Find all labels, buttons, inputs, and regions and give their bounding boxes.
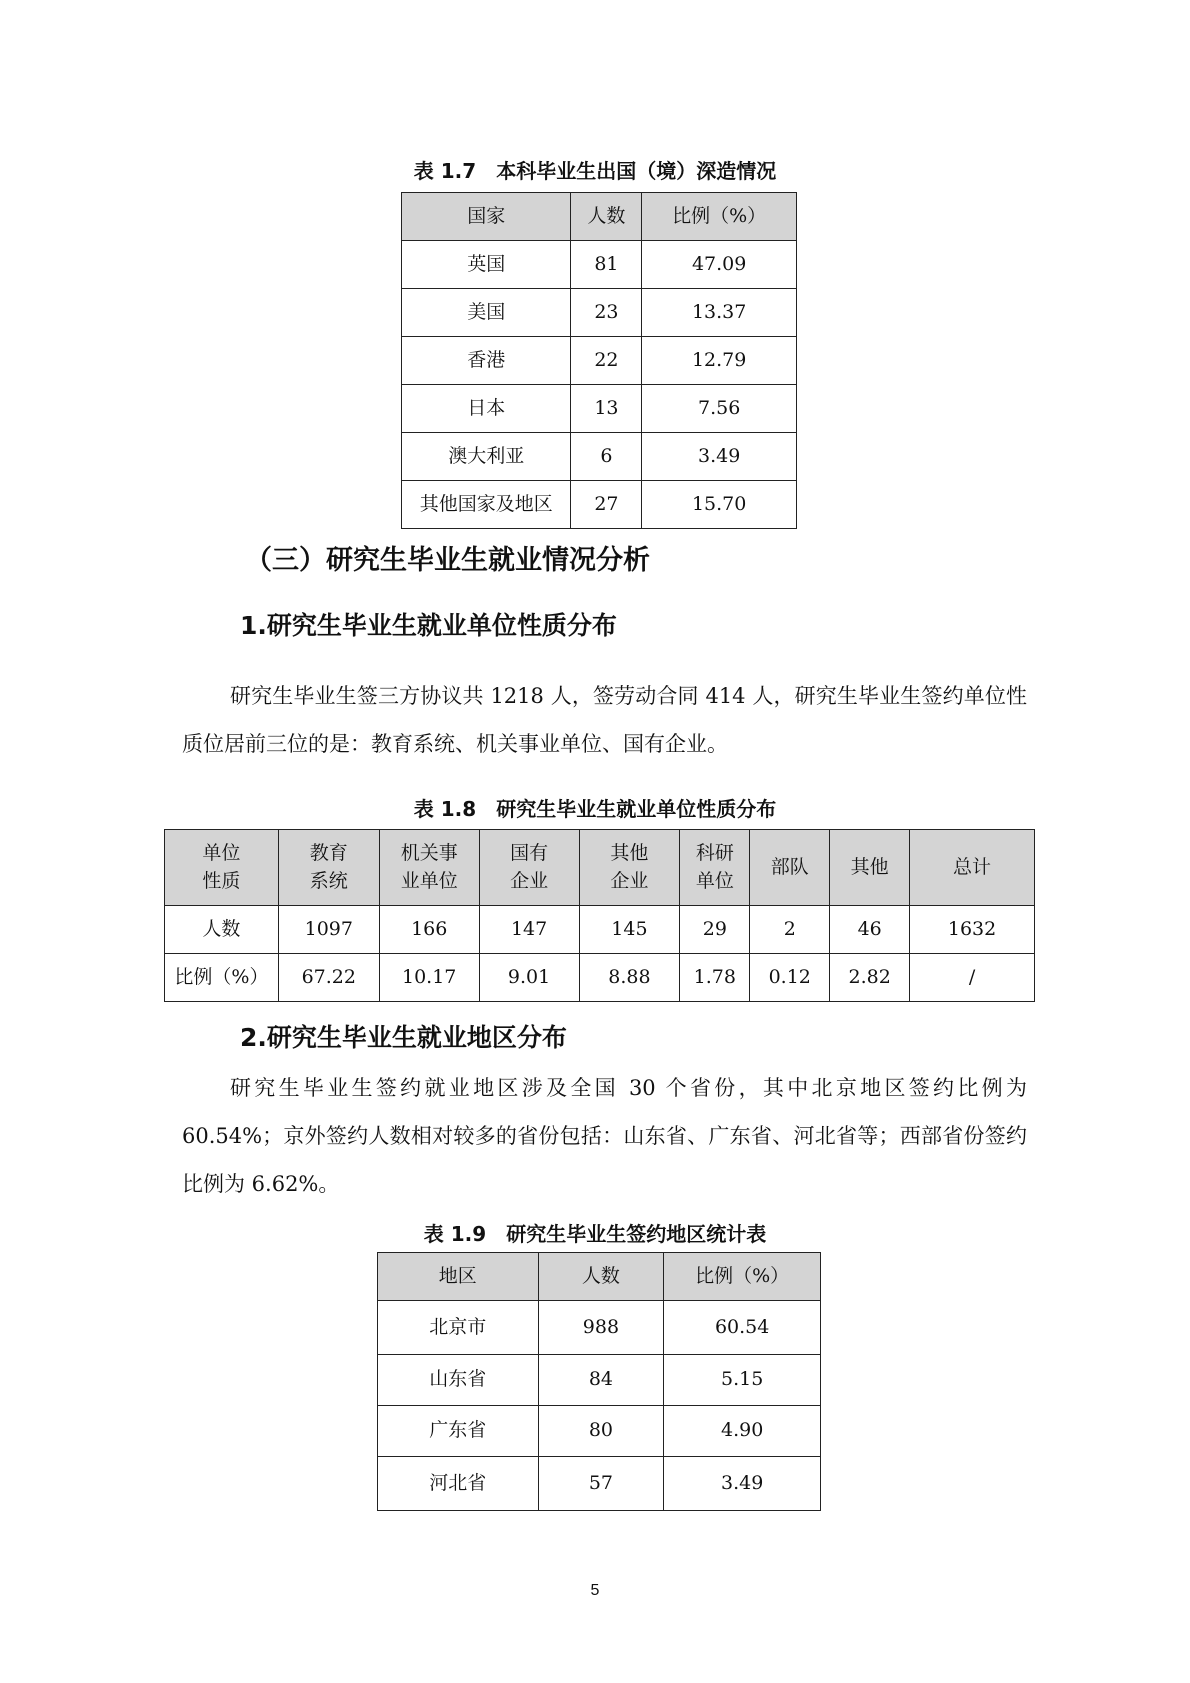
table-cell: 84 bbox=[538, 1355, 664, 1406]
table-cell: 12.79 bbox=[642, 337, 797, 385]
table-cell: 145 bbox=[579, 906, 680, 954]
table-cell: 147 bbox=[479, 906, 579, 954]
table-cell: 1632 bbox=[910, 906, 1035, 954]
table-cell: 1.78 bbox=[680, 954, 750, 1002]
header-cell: 国家 bbox=[402, 193, 571, 241]
header-cell: 部队 bbox=[750, 830, 830, 906]
header-line: 机关事 bbox=[400, 841, 458, 864]
table-cell: 2.82 bbox=[830, 954, 910, 1002]
table-1-9 bbox=[377, 1252, 821, 1511]
table-row bbox=[402, 481, 797, 529]
header-line: 企业 bbox=[610, 869, 649, 892]
table-cell: 美国 bbox=[402, 289, 571, 337]
table-cell: 9.01 bbox=[479, 954, 579, 1002]
table-cell: 46 bbox=[830, 906, 910, 954]
header-line: 单位 bbox=[695, 869, 734, 892]
table-cell: 广东省 bbox=[378, 1406, 539, 1457]
table-cell: 13 bbox=[571, 385, 642, 433]
table-row bbox=[165, 954, 1035, 1002]
table-cell: 5.15 bbox=[664, 1355, 821, 1406]
table-1-9-caption: 表 1.9 研究生毕业生签约地区统计表 bbox=[423, 1222, 767, 1246]
header-cell: 总计 bbox=[910, 830, 1035, 906]
header-cell bbox=[479, 830, 579, 906]
table-cell: 1097 bbox=[278, 906, 379, 954]
header-cell: 其他 bbox=[830, 830, 910, 906]
header-cell bbox=[579, 830, 680, 906]
table-cell: 988 bbox=[538, 1301, 664, 1355]
header-line: 国有 bbox=[510, 841, 549, 864]
header-cell bbox=[278, 830, 379, 906]
table-row bbox=[378, 1406, 821, 1457]
table-cell: 13.37 bbox=[642, 289, 797, 337]
table-cell: 60.54 bbox=[664, 1301, 821, 1355]
table-header-row bbox=[378, 1253, 821, 1301]
table-cell: 67.22 bbox=[278, 954, 379, 1002]
table-cell: 比例（%） bbox=[165, 954, 279, 1002]
table-cell: 29 bbox=[680, 906, 750, 954]
table-row bbox=[165, 906, 1035, 954]
header-cell: 比例（%） bbox=[664, 1253, 821, 1301]
header-cell bbox=[680, 830, 750, 906]
table-row bbox=[402, 433, 797, 481]
table-1-7 bbox=[401, 192, 797, 529]
header-line: 系统 bbox=[309, 869, 348, 892]
header-line: 单位 bbox=[202, 841, 241, 864]
table-cell: 英国 bbox=[402, 241, 571, 289]
table-cell: 3.49 bbox=[664, 1457, 821, 1511]
header-line: 业单位 bbox=[400, 869, 458, 892]
table-cell: 15.70 bbox=[642, 481, 797, 529]
header-cell: 人数 bbox=[538, 1253, 664, 1301]
paragraph-2: 研究生毕业生签约就业地区涉及全国 30 个省份，其中北京地区签约比例为 60.54%；京外签约人数相对较多的省份包括：山东省、广东省、河北省等；西部省份签约比例为 6.62%。 bbox=[182, 1076, 1027, 1196]
header-cell bbox=[165, 830, 279, 906]
table-cell: 7.56 bbox=[642, 385, 797, 433]
table-row bbox=[402, 289, 797, 337]
table-1-8-caption: 表 1.8 研究生毕业生就业单位性质分布 bbox=[413, 797, 777, 821]
table-cell: 22 bbox=[571, 337, 642, 385]
table-cell: 3.49 bbox=[642, 433, 797, 481]
table-cell: 香港 bbox=[402, 337, 571, 385]
table-row bbox=[402, 241, 797, 289]
header-line: 企业 bbox=[510, 869, 549, 892]
table-row bbox=[402, 337, 797, 385]
table-cell: 6 bbox=[571, 433, 642, 481]
table-1-7-caption: 表 1.7 本科毕业生出国（境）深造情况 bbox=[413, 159, 777, 183]
table-header-row bbox=[402, 193, 797, 241]
table-cell: 166 bbox=[379, 906, 479, 954]
table-row bbox=[402, 385, 797, 433]
table-cell: 人数 bbox=[165, 906, 279, 954]
table-header-row bbox=[165, 830, 1035, 906]
table-1-8 bbox=[164, 829, 1035, 1002]
table-cell: 其他国家及地区 bbox=[402, 481, 571, 529]
paragraph-1: 研究生毕业生签三方协议共 1218 人，签劳动合同 414 人，研究生毕业生签约单位性质位居前三位的是：教育系统、机关事业单位、国有企业。 bbox=[182, 684, 1027, 756]
header-cell bbox=[379, 830, 479, 906]
table-cell: 27 bbox=[571, 481, 642, 529]
table-cell: 81 bbox=[571, 241, 642, 289]
table-row bbox=[378, 1301, 821, 1355]
table-cell: 23 bbox=[571, 289, 642, 337]
table-cell: 47.09 bbox=[642, 241, 797, 289]
header-line: 科研 bbox=[695, 841, 734, 864]
table-cell: 80 bbox=[538, 1406, 664, 1457]
table-cell: 4.90 bbox=[664, 1406, 821, 1457]
page-number: 5 bbox=[590, 1582, 600, 1599]
header-cell: 地区 bbox=[378, 1253, 539, 1301]
table-cell: 河北省 bbox=[378, 1457, 539, 1511]
header-line: 其他 bbox=[610, 841, 649, 864]
table-cell: 8.88 bbox=[579, 954, 680, 1002]
table-row bbox=[378, 1355, 821, 1406]
header-line: 性质 bbox=[202, 869, 241, 892]
subsection-heading-1: 1.研究生毕业生就业单位性质分布 bbox=[240, 611, 617, 640]
table-cell: 北京市 bbox=[378, 1301, 539, 1355]
section-heading: （三）研究生毕业生就业情况分析 bbox=[245, 545, 650, 576]
table-cell: 57 bbox=[538, 1457, 664, 1511]
subsection-heading-2: 2.研究生毕业生就业地区分布 bbox=[240, 1023, 567, 1052]
table-cell: 山东省 bbox=[378, 1355, 539, 1406]
table-row bbox=[378, 1457, 821, 1511]
table-cell: 10.17 bbox=[379, 954, 479, 1002]
table-cell: 0.12 bbox=[750, 954, 830, 1002]
table-cell: 日本 bbox=[402, 385, 571, 433]
table-cell: / bbox=[910, 954, 1035, 1002]
table-cell: 2 bbox=[750, 906, 830, 954]
header-line: 教育 bbox=[309, 841, 348, 864]
table-cell: 澳大利亚 bbox=[402, 433, 571, 481]
header-cell: 比例（%） bbox=[642, 193, 797, 241]
header-cell: 人数 bbox=[571, 193, 642, 241]
